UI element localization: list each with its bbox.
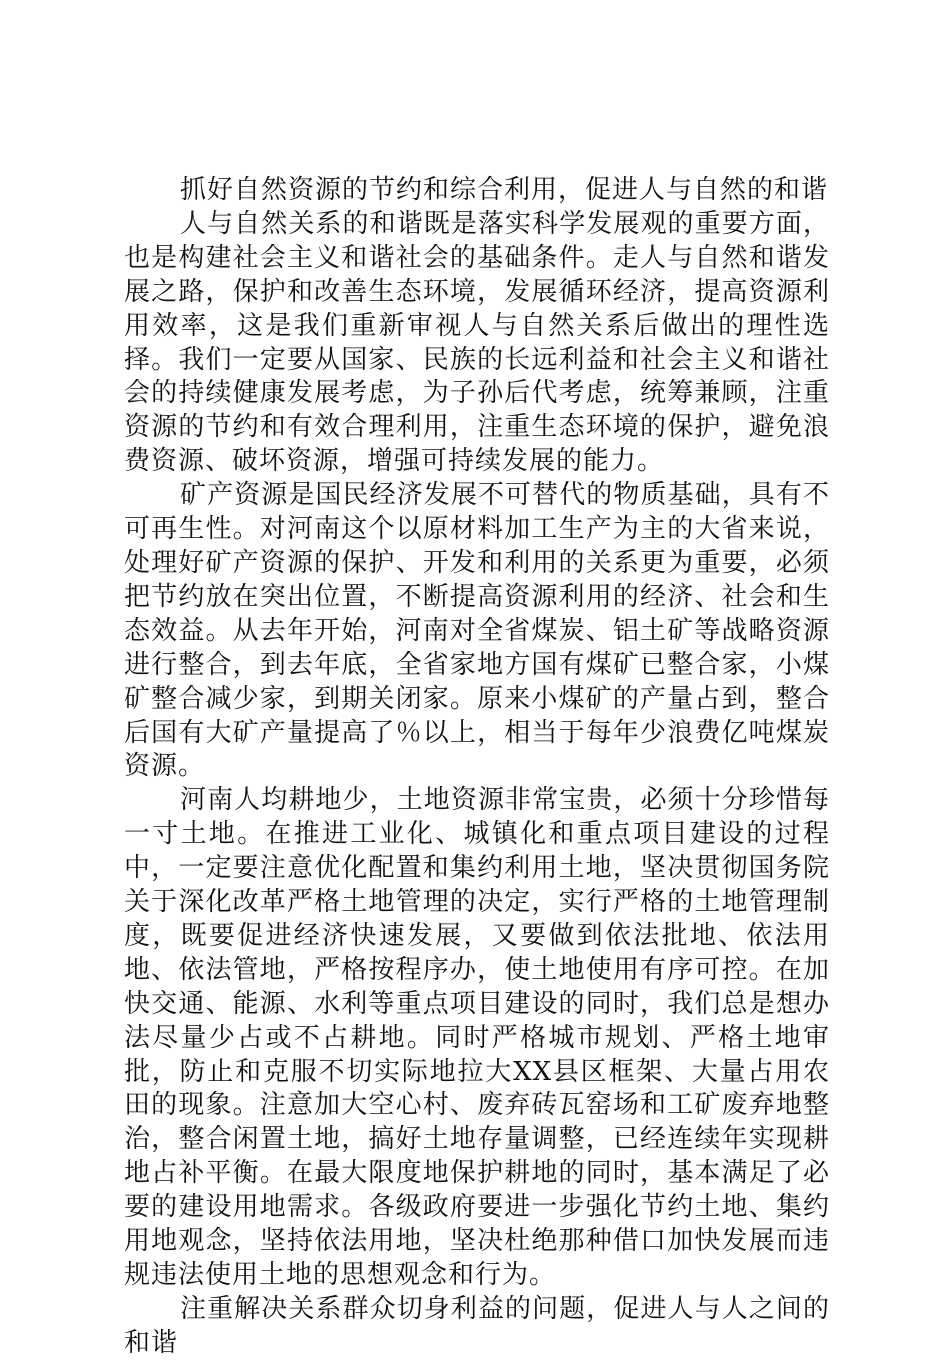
paragraph: 矿产资源是国民经济发展不可替代的物质基础，具有不可再生性。对河南这个以原材料加工生产为主的大省来说，处理好矿产资源的保护、开发和利用的关系更为重要，必须把节约放在突出位置，不断提高资源利用的经济、社会和生态效益。从去年开始，河南对全省煤炭、铝土矿等战略资源进行整合，到去年底，全省家地方国有煤矿已整合家，小煤矿整合减少家，到期关闭家。原来小煤矿的产量占到，整合后国有大矿产量提高了％以上，相当于每年少浪费亿吨煤炭资源。	[124, 480, 830, 782]
document-body	[124, 174, 830, 1361]
section-heading: 抓好自然资源的节约和综合利用，促进人与自然的和谐	[180, 175, 829, 205]
paragraph: 河南人均耕地少，土地资源非常宝贵，必须十分珍惜每一寸土地。在推进工业化、城镇化和重点项目建设的过程中，一定要注意优化配置和集约利用土地，坚决贯彻国务院关于深化改革严格土地管理的决定，实行严格的土地管理制度，既要促进经济快速发展，又要做到依法批地、依法用地、依法管地，严格按程序办，使土地使用有序可控。在加快交通、能源、水利等重点项目建设的同时，我们总是想办法尽量少占或不占耕地。同时严格城市规划、严格土地审批，防止和克服不切实际地拉大XX县区框架、大量占用农田的现象。注意加大空心村、废弃砖瓦窑场和工矿废弃地整治，整合闲置土地，搞好土地存量调整，已经连续年实现耕地占补平衡。在最大限度地保护耕地的同时，基本满足了必要的建设用地需求。各级政府要进一步强化节约土地、集约用地观念，坚持依法用地，坚决杜绝那种借口加快发展而违规违法使用土地的思想观念和行为。	[124, 785, 830, 1290]
section-heading: 注重解决关系群众切身利益的问题，促进人与人之间的和谐	[124, 1293, 830, 1358]
paragraph: 人与自然关系的和谐既是落实科学发展观的重要方面，也是构建社会主义和谐社会的基础条件。走人与自然和谐发展之路，保护和改善生态环境，发展循环经济，提高资源利用效率，这是我们重新审视人与自然关系后做出的理性选择。我们一定要从国家、民族的长远利益和社会主义和谐社会的持续健康发展考虑，为子孙后代考虑，统筹兼顾，注重资源的节约和有效合理利用，注重生态环境的保护，避免浪费资源、破坏资源，增强可持续发展的能力。	[124, 208, 830, 477]
